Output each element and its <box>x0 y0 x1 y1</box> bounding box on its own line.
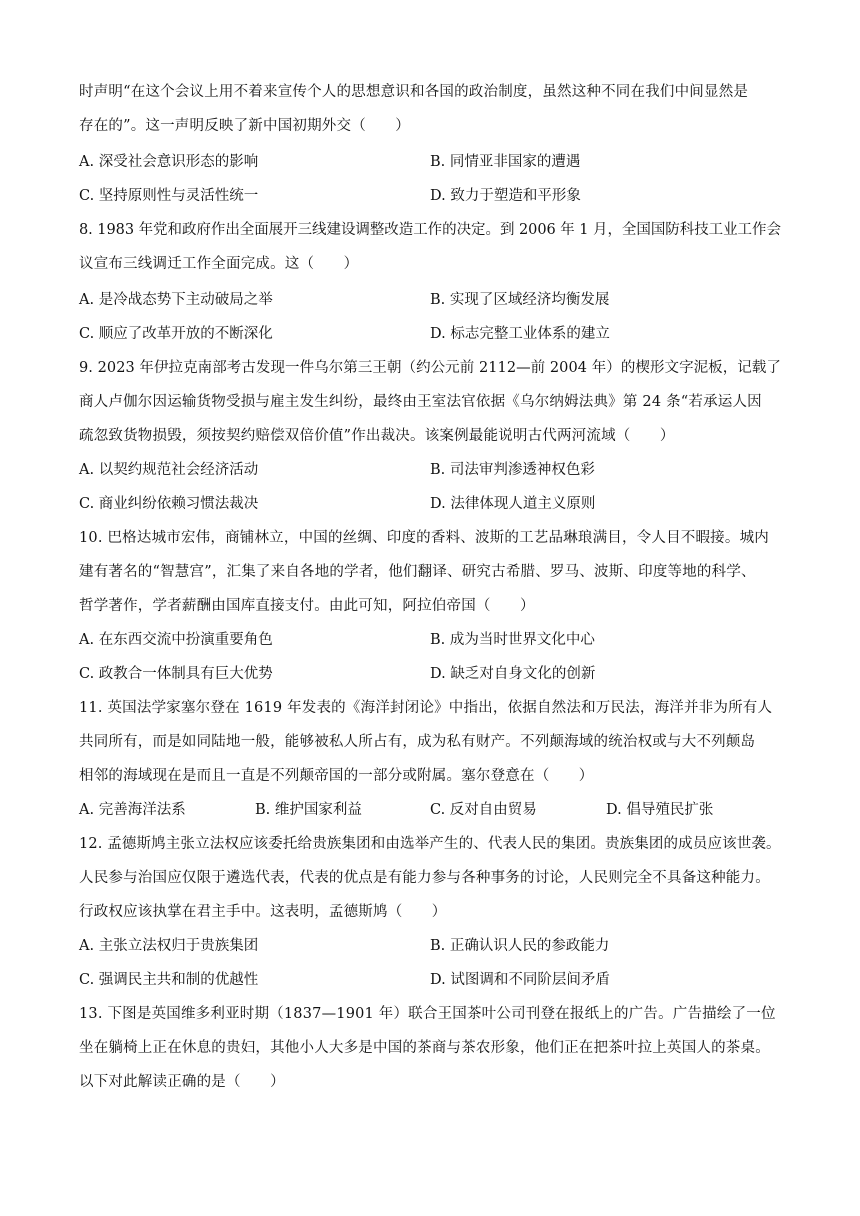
question-8-line-1: 8. 1983 年党和政府作出全面展开三线建设调整改造工作的决定。到 2006 年 1 月，全国国防科技工业工作会 <box>79 222 781 238</box>
question-11-option-d[interactable]: D. 倡导殖民扩张 <box>606 802 714 818</box>
question-11-option-b[interactable]: B. 维护国家利益 <box>255 802 362 818</box>
question-9-line-1: 9. 2023 年伊拉克南部考古发现一件乌尔第三王朝（约公元前 2112—前 2004 年）的楔形文字泥板，记载了 <box>79 360 781 376</box>
question-9-line-3: 疏忽致货物损毁，须按契约赔偿双倍价值”作出裁决。该案例最能说明古代两河流域（ ） <box>79 428 675 444</box>
question-9-line-2: 商人卢伽尔因运输货物受损与雇主发生纠纷，最终由王室法官依据《乌尔纳姆法典》第 24 条“若承运人因 <box>79 394 762 410</box>
question-12-option-c[interactable]: C. 强调民主共和制的优越性 <box>79 972 259 988</box>
question-8-option-c[interactable]: C. 顺应了改革开放的不断深化 <box>79 326 273 342</box>
question-13-line-3: 以下对此解读正确的是（ ） <box>79 1074 285 1090</box>
question-12-line-3: 行政权应该执掌在君主手中。这表明，孟德斯鸠（ ） <box>79 904 447 920</box>
question-7-option-d[interactable]: D. 致力于塑造和平形象 <box>430 188 581 204</box>
question-9-option-b[interactable]: B. 司法审判渗透神权色彩 <box>430 462 595 478</box>
question-10-line-2: 建有著名的“智慧宫”，汇集了来自各地的学者，他们翻译、研究古希腊、罗马、波斯、印度等地的科学、 <box>79 564 756 580</box>
question-11-line-1: 11. 英国法学家塞尔登在 1619 年发表的《海洋封闭论》中指出，依据自然法和万民法，海洋并非为所有人 <box>79 700 773 716</box>
question-12-option-a[interactable]: A. 主张立法权归于贵族集团 <box>79 938 259 954</box>
question-7-option-a[interactable]: A. 深受社会意识形态的影响 <box>79 154 259 170</box>
question-8-option-a[interactable]: A. 是冷战态势下主动破局之举 <box>79 292 273 308</box>
question-10-line-1: 10. 巴格达城市宏伟，商铺林立，中国的丝绸、印度的香料、波斯的工艺品琳琅满目，令人目不暇接。城内 <box>79 530 769 546</box>
question-10-option-b[interactable]: B. 成为当时世界文化中心 <box>430 632 595 648</box>
question-13-line-2: 坐在躺椅上正在休息的贵妇，其他小人大多是中国的茶商与茶农形象，他们正在把茶叶拉上英国人的茶桌。 <box>79 1040 770 1056</box>
question-11-line-3: 相邻的海域现在是而且一直是不列颠帝国的一部分或附属。塞尔登意在（ ） <box>79 768 594 784</box>
question-11-option-c[interactable]: C. 反对自由贸易 <box>430 802 537 818</box>
question-8-option-b[interactable]: B. 实现了区域经济均衡发展 <box>430 292 610 308</box>
question-10-option-a[interactable]: A. 在东西交流中扮演重要角色 <box>79 632 273 648</box>
question-8-option-d[interactable]: D. 标志完整工业体系的建立 <box>430 326 610 342</box>
question-9-option-d[interactable]: D. 法律体现人道主义原则 <box>430 496 596 512</box>
question-12-option-b[interactable]: B. 正确认识人民的参政能力 <box>430 938 610 954</box>
question-9-option-a[interactable]: A. 以契约规范社会经济活动 <box>79 462 259 478</box>
question-8-line-2: 议宣布三线调迁工作全面完成。这（ ） <box>79 256 359 272</box>
question-10-option-c[interactable]: C. 政教合一体制具有巨大优势 <box>79 666 273 682</box>
question-7-line-2: 存在的”。这一声明反映了新中国初期外交（ ） <box>79 118 411 134</box>
question-7-option-c[interactable]: C. 坚持原则性与灵活性统一 <box>79 188 259 204</box>
question-7-line-1: 时声明“在这个会议上用不着来宣传个人的思想意识和各国的政治制度，虽然这种不同在我们中间显然是 <box>79 84 749 100</box>
question-7-option-b[interactable]: B. 同情亚非国家的遭遇 <box>430 154 581 170</box>
question-12-line-1: 12. 孟德斯鸠主张立法权应该委托给贵族集团和由选举产生的、代表人民的集团。贵族集团的成员应该世袭。 <box>79 836 781 852</box>
question-11-option-a[interactable]: A. 完善海洋法系 <box>79 802 186 818</box>
question-13-line-1: 13. 下图是英国维多利亚时期（1837—1901 年）联合王国茶叶公司刊登在报纸上的广告。广告描绘了一位 <box>79 1006 776 1022</box>
question-12-line-2: 人民参与治国应仅限于遴选代表，代表的优点是有能力参与各种事务的讨论，人民则完全不具备这种能力。 <box>79 870 770 886</box>
question-10-line-3: 哲学著作，学者薪酬由国库直接支付。由此可知，阿拉伯帝国（ ） <box>79 598 535 614</box>
question-11-line-2: 共同所有，而是如同陆地一般，能够被私人所占有，成为私有财产。不列颠海域的统治权或与大不列颠岛 <box>79 734 756 750</box>
question-10-option-d[interactable]: D. 缺乏对自身文化的创新 <box>430 666 596 682</box>
question-12-option-d[interactable]: D. 试图调和不同阶层间矛盾 <box>430 972 610 988</box>
question-9-option-c[interactable]: C. 商业纠纷依赖习惯法裁决 <box>79 496 259 512</box>
